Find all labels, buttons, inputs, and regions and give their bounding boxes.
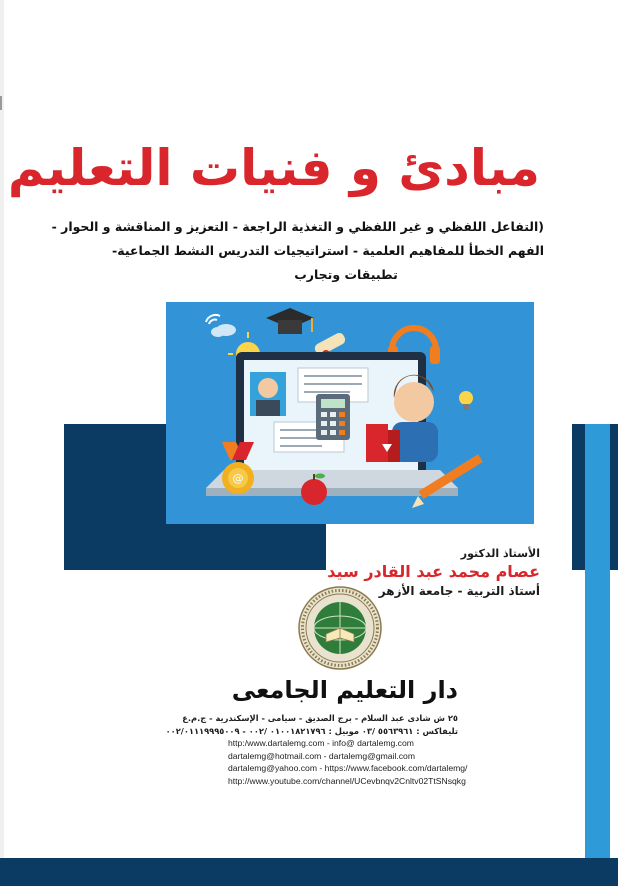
publisher-social-links: dartalemg@yahoo.com - https://www.facebook.com/dartalemg/: [228, 763, 468, 774]
publisher-phones: تليفاكس : ٥٥٦٣٩٦١ /٠٣ موبيل : ٠١٠٠١٨٢١٧٩٦ /٠٠٢ - ٠٠٢/٠١١١٩٩٩٥٠٠٩: [165, 725, 458, 736]
svg-text:@: @: [232, 472, 244, 485]
subtitle-line: الفهم الخطأ للمفاهيم العلمية - استراتيجيات التدريس النشط الجماعية-: [112, 243, 544, 258]
subtitle-line: (التفاعل اللفظي و غير اللفظي و التغذية الراجعة - التعزيز و المناقشة و الحوار -: [51, 219, 544, 234]
publisher-website-email: http:/www.dartalemg.com - info@ dartalemg.com: [228, 738, 414, 748]
publisher-contact-info: [165, 712, 468, 787]
subtitle-line: تطبيقات وتجارب: [294, 267, 398, 282]
publisher-name: دار التعليم الجامعى: [231, 676, 458, 704]
author-affiliation: أستاذ التربية - جامعة الأزهر: [378, 584, 540, 598]
calculator-icon: [316, 394, 350, 440]
medal-icon: [222, 442, 254, 494]
publisher-emails: dartalemg@hotmail.com - dartalemg@gmail.com: [228, 750, 415, 761]
author-name: عصام محمد عبد القادر سيد: [327, 562, 540, 581]
page-edge: [0, 0, 4, 886]
edge-mark: [0, 96, 2, 110]
author-title-label: الأستاذ الدكتور: [460, 547, 540, 560]
book-subtitle: [51, 215, 544, 287]
decorative-side-bar: [585, 424, 610, 858]
publisher-address: ٢٥ ش شادى عبد السلام - برج الصديق - سيامى - الإسكندرية - ج.م.ع: [182, 713, 458, 723]
publisher-seal-logo: [298, 586, 382, 670]
publisher-youtube-link: http://www.youtube.com/channel/UCevbnqv2Cnltv02TtSNsqkg: [228, 775, 466, 786]
book-title: مبادئ و فنيات التعليم: [7, 139, 540, 197]
cover-illustration: [166, 302, 534, 524]
author-block: [327, 547, 540, 599]
decorative-bottom-strip: [0, 858, 618, 886]
